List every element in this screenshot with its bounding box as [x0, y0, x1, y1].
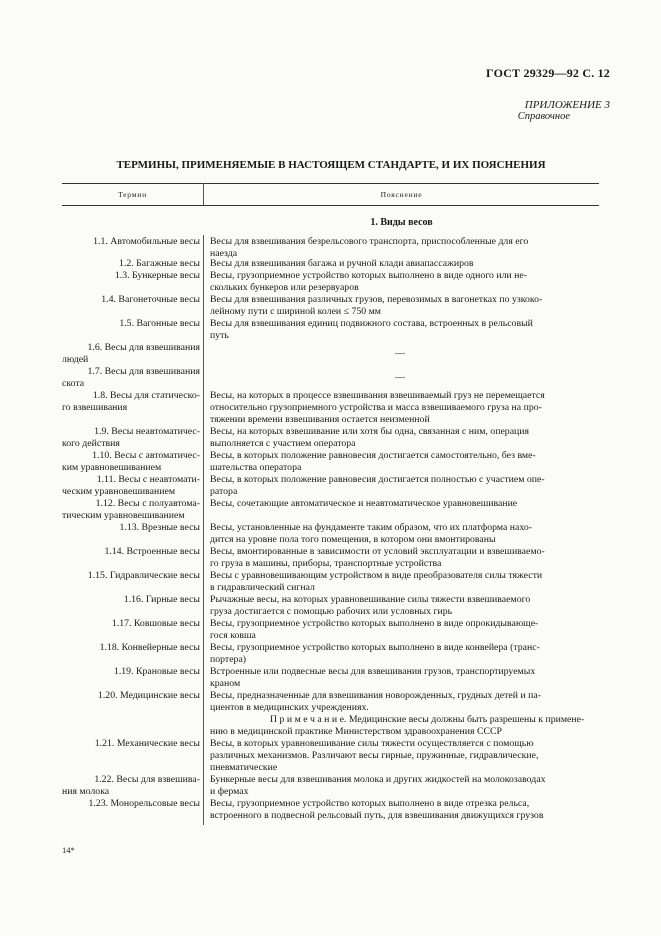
definition-line: краном [210, 678, 241, 689]
term-line: ния молока [62, 786, 110, 797]
term-line: 1.22. Весы для взвешива- [94, 774, 200, 785]
definition-line: встроенного в подвесной рельсовый путь, для взвешивания движущихся грузов [210, 810, 544, 821]
definition-line: наезда [210, 248, 238, 259]
term-line: скота [62, 378, 85, 389]
term-line: 1.23. Монорельсовые весы [88, 798, 200, 809]
term-cell [62, 318, 200, 330]
term-line: людей [62, 354, 89, 365]
term-line: ческим уравновешиванием [62, 486, 176, 497]
term-cell [62, 642, 200, 654]
term-cell [62, 258, 200, 270]
definition-cell [210, 642, 599, 666]
definition-line: выполняется с участием оператора [210, 438, 356, 449]
definition-cell [210, 390, 599, 426]
term-line: 1.9. Весы неавтоматичес- [94, 426, 200, 437]
definition-line: Рычажные весы, на которых уравновешивание силы тяжести взвешиваемого [210, 594, 531, 605]
definition-line: в гидравлический сигнал [210, 582, 315, 593]
definition-line: груза достигается с помощью рабочих или условных гирь [210, 606, 453, 617]
definition-line: Весы, на которых в процессе взвешивания взвешиваемый груз не перемещается [210, 390, 545, 401]
definition-line: и фермах [210, 786, 249, 797]
definition-line: П р и м е ч а н и е. Медицинские весы должны быть разрешены к примене- [270, 714, 585, 725]
definition-line: Весы, грузоприемное устройство которых выполнено в виде отрезка рельса, [210, 798, 530, 809]
term-line: 1.16. Гирные весы [123, 594, 200, 605]
definition-cell [210, 294, 599, 318]
definition-line: различных механизмов. Различают весы гирные, пружинные, гидравлические, [210, 750, 539, 761]
definition-cell [210, 348, 590, 360]
term-cell [62, 522, 200, 534]
definition-line: относительно грузоприемного устройства и масса взвешиваемого груза на про- [210, 402, 542, 413]
term-cell [62, 498, 200, 522]
term-line: 1.8. Весы для статическо- [92, 390, 200, 401]
term-line: 1.14. Встроенные весы [104, 546, 200, 557]
definition-cell [210, 546, 599, 570]
term-cell [62, 366, 200, 390]
definition-line: Весы, на которых взвешивание или хотя бы одна, связанная с ним, операция [210, 426, 530, 437]
term-cell [62, 690, 200, 702]
term-cell [62, 546, 200, 558]
appendix-type: Справочное [517, 111, 570, 122]
definition-line: Весы, установленные на фундаменте таким образом, что их платформа нахо- [210, 522, 533, 533]
definition-line: Весы для взвешивания единиц подвижного состава, встроенных в рельсовый [210, 318, 533, 329]
definition-line: портера) [210, 654, 247, 665]
definition-line: Весы, грузоприемное устройство которых выполнено в виде одного или не- [210, 270, 528, 281]
definition-cell [210, 474, 599, 498]
term-line: 1.5. Вагонные весы [119, 318, 200, 329]
term-cell [62, 390, 200, 414]
section-title: 1. Виды весов [370, 217, 433, 228]
definition-line: Встроенные или подвесные весы для взвешивания грузов, транспортируемых [210, 666, 536, 677]
definition-line: Бункерные весы для взвешивания молока и других жидкостей на молокозаводах [210, 774, 546, 785]
term-line: 1.1. Автомобильные весы [93, 236, 200, 247]
term-line: тическим уравновешиванием [62, 510, 185, 521]
term-line: 1.11. Весы с неавтомати- [96, 474, 200, 485]
term-cell [62, 450, 200, 474]
definition-line: тяжении времени взвешивания остается неизменной [210, 414, 430, 425]
definition-line: Весы, в которых уравновешивание силы тяжести осуществляется с помощью [210, 738, 534, 749]
definition-line: — [395, 348, 405, 359]
definition-cell [210, 618, 599, 642]
term-line: 1.20. Медицинские весы [97, 690, 200, 701]
definition-cell [210, 522, 599, 546]
term-line: 1.15. Гидравлические весы [87, 570, 200, 581]
term-line: го взвешивания [62, 402, 128, 413]
definition-line: пневматические [210, 762, 278, 773]
term-line: 1.17. Ковшовые весы [111, 618, 200, 629]
appendix-label: ПРИЛОЖЕНИЕ 3 [524, 99, 610, 111]
definition-line: Весы, в которых положение равновесия достигается самостоятельно, без вме- [210, 450, 536, 461]
definition-line: нию в медицинской практике Министерством здравоохранения СССР [210, 726, 502, 737]
definition-cell [210, 318, 599, 342]
table-header-rule [62, 205, 599, 206]
definition-line: Весы, грузоприемное устройство которых выполнено в виде конвейера (транс- [210, 642, 540, 653]
definition-line: гося ковша [210, 630, 256, 641]
term-cell [62, 426, 200, 450]
term-line: 1.18. Конвейерные весы [99, 642, 200, 653]
column-divider [203, 235, 204, 825]
standard-header: ГОСТ 29329—92 С. 12 [486, 66, 610, 80]
definition-line: Весы для взвешивания различных грузов, перевозимых в вагонетках по узкоко- [210, 294, 543, 305]
definition-cell [210, 738, 599, 774]
definition-cell [210, 258, 599, 270]
term-line: 1.6. Весы для взвешивания [87, 342, 200, 353]
term-cell [62, 270, 200, 282]
definition-cell [210, 236, 599, 260]
term-line: 1.21. Механические весы [94, 738, 200, 749]
term-line: 1.7. Весы для взвешивания [87, 366, 200, 377]
definition-line: Весы, вмонтированные в зависимости от условий эксплуатации и взвешиваемо- [210, 546, 545, 557]
definition-line: Весы для взвешивания безрельсового транспорта, приспособленные для его [210, 236, 529, 247]
column-header-explanation: Пояснение [380, 190, 423, 199]
column-header-term: Термин [118, 190, 147, 199]
term-cell [62, 342, 200, 366]
definition-line: путь [210, 330, 229, 341]
term-cell [62, 618, 200, 630]
definition-line: скольких бункеров или резервуаров [210, 282, 359, 293]
term-line: 1.4. Вагонеточные весы [101, 294, 200, 305]
term-line: 1.12. Весы с полуавтома- [95, 498, 200, 509]
table-top-rule [62, 183, 599, 184]
page-title: ТЕРМИНЫ, ПРИМЕНЯЕМЫЕ В НАСТОЯЩЕМ СТАНДАРТЕ, И ИХ ПОЯСНЕНИЯ [116, 159, 546, 171]
term-line: 1.10. Весы с автоматичес- [92, 450, 200, 461]
definition-line: шательства оператора [210, 462, 302, 473]
definition-cell [210, 690, 599, 738]
term-line: 1.2. Багажные весы [119, 258, 200, 269]
term-cell [62, 594, 200, 606]
term-cell [62, 666, 200, 678]
definition-line: Весы, предназначенные для взвешивания новорожденных, грудных детей и па- [210, 690, 541, 701]
term-cell [62, 798, 200, 810]
definition-line: ратора [210, 486, 238, 497]
definition-cell [210, 666, 599, 690]
term-cell [62, 570, 200, 582]
definition-cell [210, 798, 599, 822]
term-line: кого действия [62, 438, 120, 449]
definition-line: Весы с уравновешивающим устройством в виде преобразователя силы тяжести [210, 570, 543, 581]
page-mark: 14* [62, 845, 75, 855]
term-cell [62, 774, 200, 798]
definition-line: дится на уровне пола того помещения, в котором они вмонтированы [210, 534, 496, 545]
definition-cell [210, 372, 590, 384]
definition-line: циентов в медицинских учреждениях. [210, 702, 369, 713]
definition-cell [210, 270, 599, 294]
definition-line: Весы для взвешивания багажа и ручной клади авиапассажиров [210, 258, 474, 269]
definition-cell [210, 498, 599, 510]
term-line: ким уравновешиванием [62, 462, 162, 473]
definition-cell [210, 774, 599, 798]
definition-line: Весы, в которых положение равновесия достигается полностью с участием опе- [210, 474, 545, 485]
term-cell [62, 738, 200, 750]
term-line: 1.13. Врезные весы [119, 522, 200, 533]
definition-line: го груза в машины, приборы, транспортные устройства [210, 558, 442, 569]
term-cell [62, 294, 200, 306]
definition-line: Весы, сочетающие автоматическое и неавтоматическое уравновешивание [210, 498, 518, 509]
term-cell [62, 236, 200, 248]
definition-cell [210, 594, 599, 618]
definition-cell [210, 570, 599, 594]
definition-line: — [395, 372, 405, 383]
definition-line: Весы, грузоприемное устройство которых выполнено в виде опрокидывающе- [210, 618, 539, 629]
definition-line: лейному пути с шириной колеи ≤ 750 мм [210, 306, 381, 317]
term-line: 1.3. Бункерные весы [114, 270, 200, 281]
term-cell [62, 474, 200, 498]
term-line: 1.19. Крановые весы [113, 666, 200, 677]
definition-cell [210, 426, 599, 450]
definition-cell [210, 450, 599, 474]
